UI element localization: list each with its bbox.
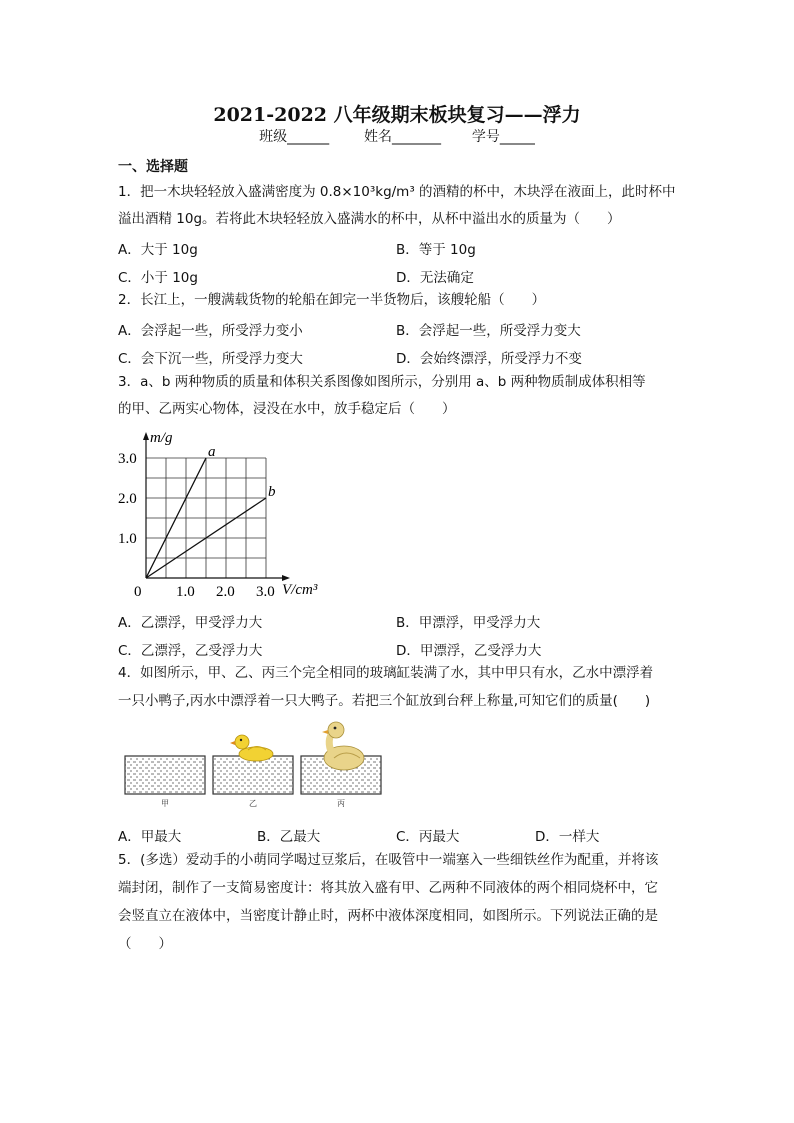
q5-stem-line-4: （ ）: [118, 936, 172, 952]
q3-option-a: A．乙漂浮，甲受浮力大: [118, 615, 263, 631]
x-tick-label: 1.0: [176, 584, 195, 600]
q2-option-a: A．会浮起一些，所受浮力变小: [118, 323, 303, 339]
x-axis-arrow: [282, 575, 290, 581]
x-tick-label: 0: [134, 584, 142, 600]
series-label-b: b: [268, 484, 276, 500]
y-axis-arrow: [143, 432, 149, 440]
student-id-field-label: 学号_____: [471, 129, 535, 145]
tank-jia: [125, 756, 205, 794]
q1-stem-line-2: 溢出酒精 10g。若将此木块轻轻放入盛满水的杯中，从杯中溢出水的质量为（ ）: [118, 211, 621, 227]
q3-stem-line-2: 的甲、乙两实心物体，浸没在水中，放手稳定后（ ）: [118, 401, 456, 417]
q2-option-c: C．会下沉一些，所受浮力变大: [118, 351, 303, 367]
q1-option-a: A．大于 10g: [118, 242, 198, 258]
q1-option-b: B．等于 10g: [396, 242, 476, 258]
q4-option-a: A．甲最大: [118, 829, 182, 845]
q3-option-d: D．甲漂浮，乙受浮力大: [396, 643, 542, 659]
page-title: 2021-2022 八年级期末板块复习——浮力: [213, 104, 581, 126]
q1-option-d: D．无法确定: [396, 270, 474, 286]
x-tick-label: 2.0: [216, 584, 235, 600]
mass-volume-chart: [112, 422, 342, 607]
name-field-label: 姓名_______: [364, 129, 441, 145]
q5-stem-line-1: 5．(多选）爱动手的小萌同学喝过豆浆后，在吸管中一端塞入一些细铁丝作为配重，并将该: [118, 852, 659, 868]
q3-stem-line-1: 3．a、b 两种物质的质量和体积关系图像如图所示，分别用 a、b 两种物质制成体积相等: [118, 374, 646, 390]
tanks-figure: [120, 718, 390, 810]
y-tick-label: 2.0: [118, 491, 137, 507]
q5-stem-line-2: 端封闭，制作了一支简易密度计：将其放入盛有甲、乙两种不同液体的两个相同烧杯中，它: [118, 880, 658, 896]
chart-grid: [146, 458, 266, 578]
q2-stem-line-1: 2．长江上，一艘满载货物的轮船在卸完一半货物后，该艘轮船（ ）: [118, 292, 546, 308]
section-title: 一、选择题: [118, 159, 188, 175]
q4-option-d: D．一样大: [535, 829, 600, 845]
x-tick-label: 3.0: [256, 584, 275, 600]
q5-stem-line-3: 会竖直立在液体中，当密度计静止时，两杯中液体深度相同，如图所示。下列说法正确的是: [118, 908, 658, 924]
x-axis-label: V/cm³: [282, 582, 318, 598]
q3-option-b: B．甲漂浮，甲受浮力大: [396, 615, 541, 631]
series-label-a: a: [208, 444, 216, 460]
q4-option-b: B．乙最大: [257, 829, 321, 845]
q2-option-d: D．会始终漂浮，所受浮力不变: [396, 351, 582, 367]
chart-axes: [143, 432, 290, 581]
q4-option-c: C．丙最大: [396, 829, 460, 845]
tank-yi: [213, 756, 293, 794]
q2-option-b: B．会浮起一些，所受浮力变大: [396, 323, 581, 339]
y-tick-label: 3.0: [118, 451, 137, 467]
y-tick-label: 1.0: [118, 531, 137, 547]
q1-option-c: C．小于 10g: [118, 270, 198, 286]
big-duck-icon: [322, 722, 364, 770]
tank-label-jia: 甲: [161, 799, 169, 808]
q4-stem-line-2: 一只小鸭子,丙水中漂浮着一只大鸭子。若把三个缸放到台秤上称量,可知它们的质量( ): [118, 693, 651, 709]
y-axis-label: m/g: [150, 430, 173, 446]
tank-label-bing: 丙: [337, 799, 345, 808]
tank-label-yi: 乙: [249, 799, 257, 808]
q3-option-c: C．乙漂浮，乙受浮力大: [118, 643, 263, 659]
q4-stem-line-1: 4．如图所示，甲、乙、丙三个完全相同的玻璃缸装满了水，其中甲只有水，乙水中漂浮着: [118, 665, 654, 681]
student-info-line: [0, 126, 794, 146]
q1-stem-line-1: 1．把一木块轻轻放入盛满密度为 0.8×10³kg/m³ 的酒精的杯中，木块浮在液面上，此时杯中: [118, 184, 676, 200]
class-field-label: 班级______: [259, 129, 330, 145]
